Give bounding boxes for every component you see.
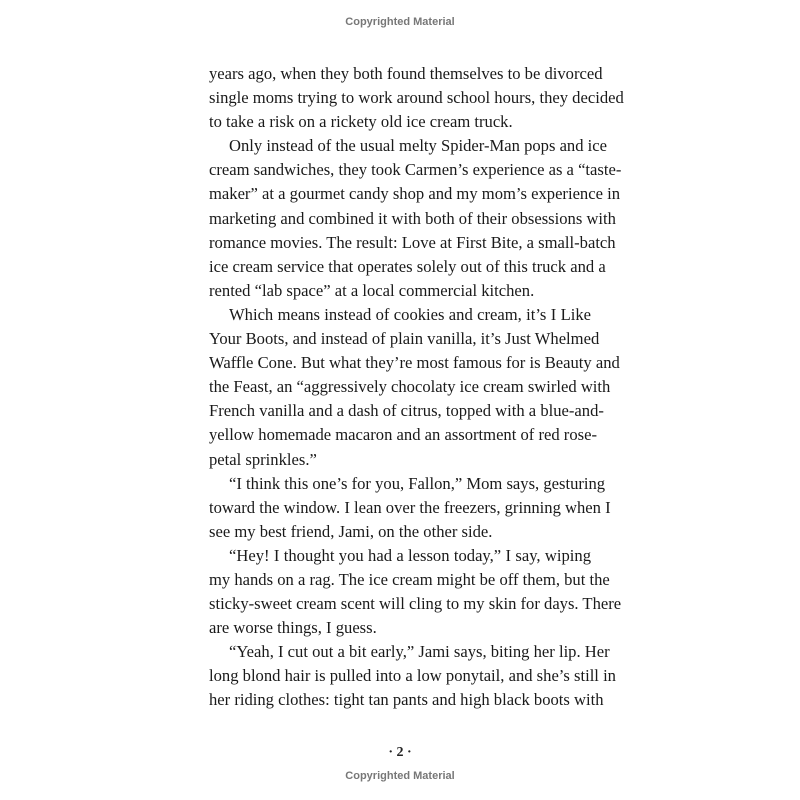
page-number: · 2 · bbox=[388, 745, 412, 760]
text-line: the Feast, an “aggressively chocolaty ice cream swirled with bbox=[209, 377, 611, 397]
copyright-header: Copyrighted Material bbox=[345, 16, 455, 28]
text-line: Waffle Cone. But what they’re most famous for is Beauty and bbox=[209, 353, 620, 373]
text-line: marketing and combined it with both of their obsessions with bbox=[209, 208, 616, 228]
text-line: long blond hair is pulled into a low ponytail, and she’s still in bbox=[209, 666, 616, 686]
text-line: “I think this one’s for you, Fallon,” Mom says, gesturing bbox=[229, 473, 606, 493]
paragraph bbox=[209, 62, 624, 134]
text-line: single moms trying to work around school hours, they decided bbox=[209, 88, 624, 108]
text-line: see my best friend, Jami, on the other side. bbox=[209, 521, 493, 541]
text-line: toward the window. I lean over the freezers, grinning when I bbox=[209, 497, 611, 517]
text-line: yellow homemade macaron and an assortment of red rose- bbox=[209, 425, 597, 445]
text-line: are worse things, I guess. bbox=[209, 618, 377, 638]
paragraph bbox=[209, 472, 611, 544]
paragraph bbox=[209, 134, 622, 303]
page-body bbox=[209, 62, 624, 713]
text-line: my hands on a rag. The ice cream might be off them, but the bbox=[209, 569, 610, 589]
paragraph bbox=[209, 640, 616, 712]
text-line: French vanilla and a dash of citrus, topped with a blue-and- bbox=[209, 401, 604, 421]
text-line: years ago, when they both found themselves to be divorced bbox=[209, 64, 603, 83]
text-line: maker” at a gourmet candy shop and my mom’s experience in bbox=[209, 184, 621, 204]
text-line: “Yeah, I cut out a bit early,” Jami says, biting her lip. Her bbox=[229, 642, 610, 662]
text-line: romance movies. The result: Love at First Bite, a small-batch bbox=[209, 232, 616, 252]
text-line: “Hey! I thought you had a lesson today,” I say, wiping bbox=[229, 545, 591, 565]
copyright-footer: Copyrighted Material bbox=[345, 770, 455, 782]
text-line: cream sandwiches, they took Carmen’s experience as a “taste- bbox=[209, 160, 622, 180]
paragraph bbox=[209, 303, 620, 472]
text-line: ice cream service that operates solely out of this truck and a bbox=[209, 256, 606, 276]
text-line: Which means instead of cookies and cream, it’s I Like bbox=[229, 304, 591, 324]
text-line: rented “lab space” at a local commercial kitchen. bbox=[209, 280, 535, 300]
text-line: sticky-sweet cream scent will cling to my skin for days. There bbox=[209, 594, 622, 614]
text-line: Your Boots, and instead of plain vanilla, it’s Just Whelmed bbox=[209, 329, 600, 349]
text-line: petal sprinkles.” bbox=[209, 449, 317, 469]
text-line: her riding clothes: tight tan pants and high black boots with bbox=[209, 690, 604, 710]
text-line: to take a risk on a rickety old ice cream truck. bbox=[209, 112, 513, 132]
paragraph bbox=[209, 544, 622, 640]
text-line: Only instead of the usual melty Spider-Man pops and ice bbox=[229, 136, 608, 156]
